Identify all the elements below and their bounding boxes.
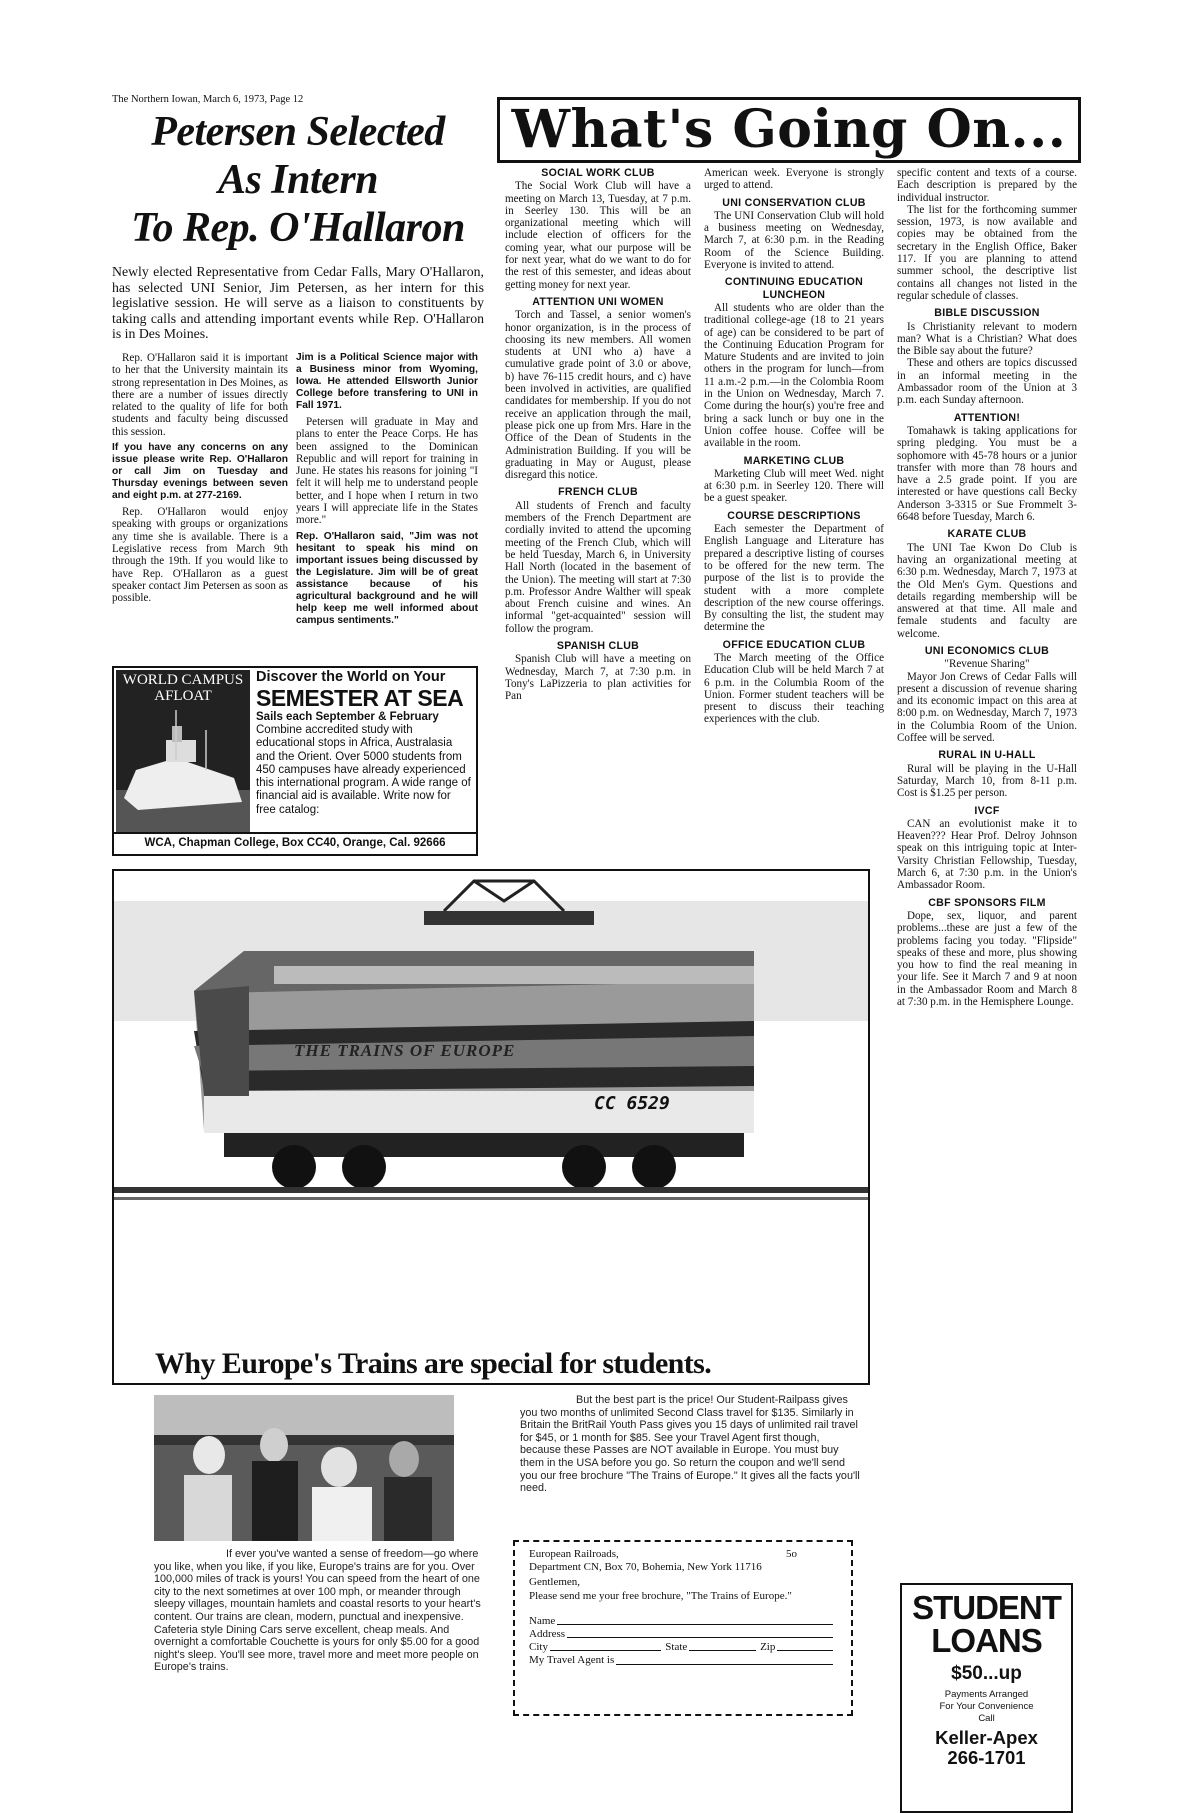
event-heading: BIBLE DISCUSSION	[934, 307, 1040, 320]
event-text: These and others are topics discussed in an informal meeting in the Ambassador room of the Union at 3 p.m. each Sunday afternoon.	[897, 357, 1077, 407]
event-text: CAN an evolutionist make it to Heaven??? Hear Prof. Delroy Johnson speak on this intriguing topic at Inter-Varsity Christian Fellowship, Tuesday, March 6, at 7:30 p.m. in the Union's Ambassador Room.	[897, 817, 1077, 892]
world-campus-afloat-banner: WORLD CAMPUS AFLOAT	[122, 672, 244, 704]
event-heading: ATTENTION UNI WOMEN	[532, 295, 664, 308]
story-column-1	[112, 352, 288, 608]
whats-going-on-title: What's Going On...	[511, 99, 1067, 160]
event-text: specific content and texts of a course. Each description is prepared by the individual instructor.	[897, 167, 1077, 204]
event-text: Spanish Club will have a meeting on Wednesday, March 7, at 7:30 p.m. in Tony's LaPizzeria to plan activities for Pan	[505, 653, 691, 703]
headline-line-3: To Rep. O'Hallaron	[131, 205, 465, 251]
event-text: The Social Work Club will have a meeting on March 13, Tuesday, at 7 p.m. in Seerley 130. This will be an organizational meeting which will include election of officers for the coming year, what our purpose will be for next year, what do we want to do for the rest of this semester, and ideas about getting money for next year.	[505, 180, 691, 291]
european-trains-ad	[112, 869, 870, 1385]
event-text: Is Christianity relevant to modern man? What is a Christian? What does the Bible say about the future?	[897, 320, 1077, 358]
coupon-state-field[interactable]	[689, 1641, 756, 1651]
train-ad-headline: Why Europe's Trains are special for students.	[155, 1347, 712, 1380]
students-photo-illustration	[154, 1395, 454, 1541]
event-heading: CBF SPONSORS FILM	[928, 896, 1046, 909]
event-heading: RURAL IN U-HALL	[938, 749, 1036, 762]
event-text: American week. Everyone is strongly urged to attend.	[704, 167, 884, 192]
events-column-1	[505, 167, 691, 702]
coupon-zip-label: Zip	[760, 1641, 776, 1654]
loans-price: $50...up	[951, 1663, 1022, 1684]
loans-line-1: Payments Arranged	[944, 1689, 1029, 1700]
story-quote-paragraph: Rep. O'Hallaron said, "Jim was not hesitant to speak his mind on important issues being discussed by the Legislature. Jim will be of great assistance because of his agricultural background and he will help keep me well informed about campus sentiments."	[296, 530, 478, 626]
event-heading: UNI CONSERVATION CLUB	[722, 196, 866, 209]
coupon-address-label: Address	[529, 1628, 566, 1641]
whats-going-on-banner	[497, 97, 1081, 163]
event-text: Rural will be playing in the U-Hall Saturday, March 10, from 8-11 p.m. Cost is $1.25 per person.	[897, 762, 1077, 800]
loans-line-2: For Your Convenience	[939, 1701, 1034, 1712]
event-text: The list for the forthcoming summer session, 1973, is now available and copies may be obtained from the secretary in the English Office, Baker 117. If you are planning to attend summer school, the descriptive list contains all changes not listed in the regular schedule of classes.	[897, 203, 1077, 302]
events-column-2	[704, 167, 884, 726]
event-heading: COURSE DESCRIPTIONS	[727, 509, 861, 522]
event-heading: SPANISH CLUB	[556, 639, 640, 652]
loans-title-1: STUDENT	[912, 1589, 1061, 1626]
event-text: The March meeting of the Office Education Club will be held March 7 at 6 p.m. in the Columbia Room of the Union. Former student teachers will be present to discuss their teaching experiences with the club.	[704, 651, 884, 726]
train-ad-copy: If ever you've wanted a sense of freedom—go where you like, when you like, if you like, Europe's trains are for you. Over 100,000 miles of track is yours! You can speed from the heart of one city to the next sometimes at over 100 mph, or meander through sleepy villages, mountain hamlets and coastal resorts to your heart's content. Our trains are clean, modern, punctual and inexpensive. Cafeteria style Dining Cars serve excellent, cheap meals. And overnight a comfortable Couchette is yours for only $5.00 for a good night's sleep. You'll see more, travel more and meet more people on Europe's trains.	[154, 1548, 481, 1674]
event-heading: SOCIAL WORK CLUB	[541, 167, 655, 179]
coupon-agent-label: My Travel Agent is	[529, 1654, 615, 1667]
coupon-state-label: State	[665, 1641, 688, 1654]
ship-illustration	[116, 670, 250, 833]
students-on-train-photo	[154, 1395, 454, 1541]
event-text: The UNI Conservation Club will hold a business meeting on Wednesday, March 7, at 6:30 p.m. in the Reading Room of the Science Building. Everyone is invited to attend.	[704, 209, 884, 272]
coupon-city-label: City	[529, 1641, 548, 1654]
event-heading: KARATE CLUB	[947, 528, 1027, 541]
semester-at-sea-title: SEMESTER AT SEA	[256, 685, 464, 711]
story-bio-paragraph: Jim is a Political Science major with a Business minor from Wyoming, Iowa. He attended Ellsworth Junior College before transfering to UNI in Fall 1971.	[296, 352, 478, 411]
loans-phone: 266-1701	[947, 1747, 1026, 1768]
event-text: All students of French and faculty members of the French Department are cordially invited to attend the upcoming meeting of the French Club, which will be held Tuesday, March 6, in University Hall North (located in the basement of the Union). The meeting will start at 7:30 p.m. Professor Andre Walther will speak about French cuisine and wines. An informal "get-acquainted" session will follow the program.	[505, 499, 691, 635]
locomotive-photo	[114, 871, 868, 1341]
coupon-name-label: Name	[529, 1614, 556, 1627]
event-text: Mayor Jon Crews of Cedar Falls will present a discussion of revenue sharing and its economic impact on this area at 8:00 p.m. on Wednesday, March 7, 1973 in the Columbia Room of the Union. Coffee will be served.	[897, 670, 1077, 745]
story-contact-paragraph: If you have any concerns on any issue please write Rep. O'Hallaron or call Jim on Tuesday and Thursday evenings between seven and eight p.m. at 277-2169.	[112, 442, 288, 502]
story-headline	[112, 108, 484, 252]
story-paragraph: Rep. O'Hallaron would enjoy speaking with groups or organizations any time she is available. There is a Legislative recess from March 9th through the 19th. If you would like to have Rep. O'Hallaron as a guest speaker contact Jim Petersen as soon as possible.	[112, 506, 288, 605]
semester-at-sea-ad	[112, 666, 478, 856]
event-heading: UNI ECONOMICS CLUB	[924, 644, 1050, 657]
coupon-address: Department CN, Box 70, Bohemia, New York 11716	[529, 1561, 762, 1574]
discover-line: Discover the World on Your	[256, 669, 446, 685]
loans-title-2: LOANS	[931, 1622, 1042, 1659]
story-paragraph: Rep. O'Hallaron said it is important to her that the University maintain its strong representation in Des Moines, as there are a number of issues directly related to the quality of life for both students and faculty being discussed this session.	[112, 352, 288, 438]
event-heading: FRENCH CLUB	[558, 486, 638, 499]
ad-copy	[256, 668, 472, 817]
coupon-recipient: European Railroads,	[529, 1548, 619, 1560]
coupon-city-field[interactable]	[550, 1641, 661, 1651]
sails-line: Sails each September & February	[256, 711, 439, 723]
ad-body: Combine accredited study with educational stops in Africa, Australasia and the Orient. Over 5000 students from 450 campuses have already experienced this international program. A wide range of financial aid is available. Write now for free catalog:	[256, 724, 471, 816]
coupon-request: Please send me your free brochure, "The Trains of Europe."	[529, 1589, 792, 1602]
student-loans-ad	[900, 1583, 1073, 1813]
train-price-copy: But the best part is the price! Our Student-Railpass gives you two months of unlimited Second Class travel for $135. Similarly in Britain the BritRail Youth Pass gives you 15 days of unlimited rail travel for $45, or 1 month for $85. See your Travel Agent first though, because these Passes are NOT available in Europe. You must buy them in the USA before you go. So return the coupon and we'll send you our free brochure "The Trains of Europe." It gives all the facts you'll need.	[520, 1394, 860, 1495]
event-heading: OFFICE EDUCATION CLUB	[722, 638, 866, 651]
brochure-coupon	[513, 1540, 853, 1716]
loans-line-3: Call	[978, 1713, 995, 1724]
coupon-address-field[interactable]	[567, 1628, 833, 1638]
headline-line-1: Petersen Selected	[151, 109, 445, 155]
event-text: Dope, sex, liquor, and parent problems...these are just a few of the problems facing you today. "Flipside" speaks of these and more, plus showing you how to find the real meaning in your life. See it March 7 and 9 at noon in the Ambassador Room and March 8 at 7:30 p.m. in the Hemisphere Lounge.	[897, 909, 1077, 1008]
event-text: Each semester the Department of English Language and Literature has prepared a descriptive listing of courses to be offered for the new term. The purpose of the list is to provide the student with a more complete description of the new course offerings. By consulting the list, the student may determine the	[704, 523, 884, 634]
event-text: Tomahawk is taking applications for spring pledging. You must be a sophomore with 45-78 hours or a junior transfer with more than 78 hours and have a 2.5 grade point. If you are interested or have questions call Becky Anderson 3-3315 or Sue Frommelt 3-6648 before Tuesday, March 6.	[897, 424, 1077, 524]
event-heading: CONTINUING EDUCATION LUNCHEON	[724, 276, 864, 301]
ad-address: WCA, Chapman College, Box CC40, Orange, Cal. 92666	[114, 832, 476, 854]
trains-of-europe-banner: THE TRAINS OF EUROPE	[294, 1041, 516, 1060]
ship-photo	[116, 670, 250, 833]
story-paragraph: Petersen will graduate in May and plans to enter the Peace Corps. He has been assigned to the Dominican Republic and will report for training in June. He states his reasons for joining "I felt it will help me to understand people better, and I hope when I return in two years I will appreciate life in the States more."	[296, 416, 478, 527]
page-folio: The Northern Iowan, March 6, 1973, Page 12	[112, 94, 304, 105]
headline-line-2: As Intern	[217, 157, 379, 203]
coupon-agent-field[interactable]	[616, 1654, 833, 1664]
coupon-zip-field[interactable]	[777, 1641, 833, 1651]
event-text: Torch and Tassel, a senior women's honor organization, is in the process of choosing its new members. All women students at UNI who a) have a cumulative grade point of 3.0 or above, b) have 76-115 credit hours, and c) have been involved in activities, are qualified candidates for membership. If you do not receive an application through the mail, please pick one up from Mrs. Hare in the Office of the Dean of Students in the Administration Building. If you will be graduating in May or August, please disregard this notice.	[505, 309, 691, 482]
event-heading: IVCF	[974, 804, 1000, 817]
event-subtitle: "Revenue Sharing"	[944, 658, 1030, 671]
event-text: All students who are older than the traditional college-age (18 to 21 years of age) can be considered to be part of the Continuing Education Program for Mature Students and are invited to join others in the program for lunch—from 11 a.m.-2 p.m.—in the Colombia Room in the Union on Wednesday, March 7. Come during the hour(s) you're free and bring a sack lunch or buy one in the Union coffee house. Coffee will be available in the room.	[704, 301, 884, 450]
event-text: The UNI Tae Kwon Do Club is having an organizational meeting at 6:30 p.m. Wednesday, March 7, 1973 at the Old Men's Gym. Questions and details regarding membership will be answered at that time. All male and female students and faculty are welcome.	[897, 541, 1077, 640]
event-heading: ATTENTION!	[953, 411, 1021, 424]
story-lead: Newly elected Representative from Cedar Falls, Mary O'Hallaron, has selected UNI Senior, Jim Petersen, as her intern for this legislative session. He will serve as a liaison to constituents by taking calls and attending important events while Rep. O'Hallaron is in Des Moines.	[112, 264, 484, 342]
locomotive-number: CC 6529	[594, 1093, 670, 1114]
coupon-name-field[interactable]	[557, 1615, 833, 1625]
events-column-3	[897, 167, 1077, 1008]
event-text: Marketing Club will meet Wed. night at 6:30 p.m. in Seerley 120. There will be a guest speaker.	[704, 467, 884, 505]
coupon-code: 5o	[786, 1548, 797, 1560]
story-column-2	[296, 352, 478, 631]
loans-company: Keller-Apex	[935, 1727, 1038, 1748]
event-heading: MARKETING CLUB	[743, 454, 845, 467]
coupon-greeting: Gentlemen,	[529, 1576, 581, 1589]
